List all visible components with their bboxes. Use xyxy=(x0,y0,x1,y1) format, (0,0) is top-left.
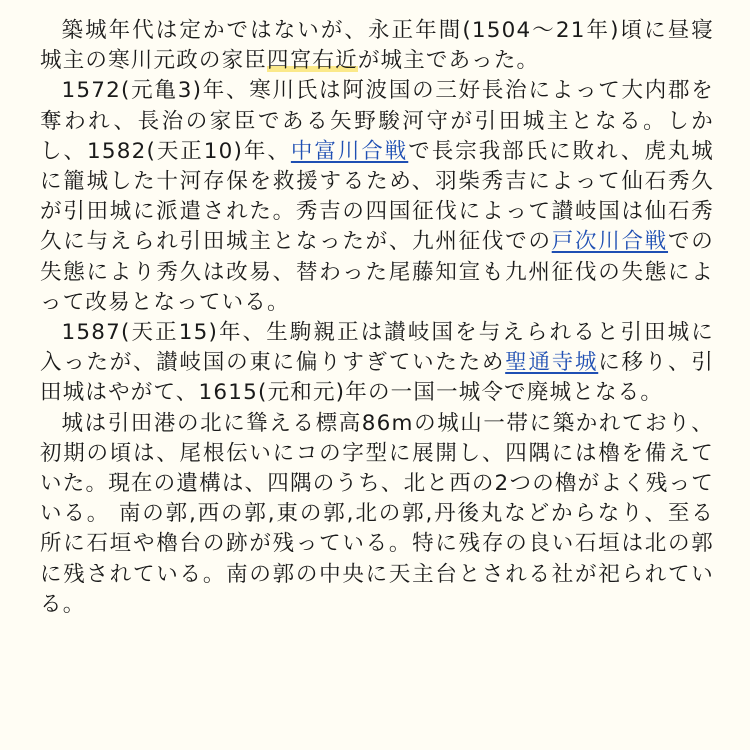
paragraph-ikoma xyxy=(40,318,714,409)
paragraph-founding-text-end: が城主であった。 xyxy=(357,48,540,74)
paragraph-ikoma-text-end: に移り、引田城はやがて、1615(元和元)年の一国一城令で廃城となる。 xyxy=(40,350,714,406)
link-hetsugigawa-battle[interactable]: 戸次川合戦 xyxy=(551,229,669,255)
link-shotsuji-castle[interactable]: 聖通寺城 xyxy=(505,350,599,376)
paragraph-founding xyxy=(40,16,714,76)
paragraph-founding-text: 築城年代は定かではないが、永正年間(1504〜21年)頃に昼寝城主の寒川元政の家臣 xyxy=(40,18,714,74)
paragraph-history xyxy=(40,76,714,318)
paragraph-ikoma-text: 1587(天正15)年、生駒親正は讃岐国を与えられると引田城に入ったが、讃岐国の東に偏りすぎていたため xyxy=(40,320,714,376)
highlighted-name-shinomiya-ukon: 四宮右近 xyxy=(267,48,358,74)
paragraph-remains-text: 城は引田港の北に聳える標高86mの城山一帯に築かれており、初期の頃は、尾根伝いにコの字型に展開し、四隅には櫓を備えていた。現在の遺構は、四隅のうち、北と西の2つの櫓がよく残っている。 南の郭,西の郭,東の郭,北の郭,丹後丸などからなり、至る所に石垣や櫓台の跡が残っている。特に残存の良い石垣は北の郭に残されている。南の郭の中央に天主台とされる社が祀られている。 xyxy=(40,410,714,617)
paragraph-history-text: 1572(元亀3)年、寒川氏は阿波国の三好長治によって大内郡を奪われ、長治の家臣である矢野駿河守が引田城主となる。しかし、1582(天正10)年、 xyxy=(40,78,714,164)
paragraph-history-text-end: での失態により秀久は改易、替わった尾藤知宣も九州征伐の失態によって改易となっている。 xyxy=(40,229,714,315)
paragraph-remains xyxy=(40,409,714,620)
paragraph-history-text-mid: で長宗我部氏に敗れ、虎丸城に籠城した十河存保を救援するため、羽柴秀吉によって仙石秀久が引田城に派遣された。秀吉の四国征伐によって讃岐国は仙石秀久に与えられ引田城主となったが、九州征伐での xyxy=(40,138,714,255)
link-nakatomigawa-battle[interactable]: 中富川合戦 xyxy=(290,138,409,164)
